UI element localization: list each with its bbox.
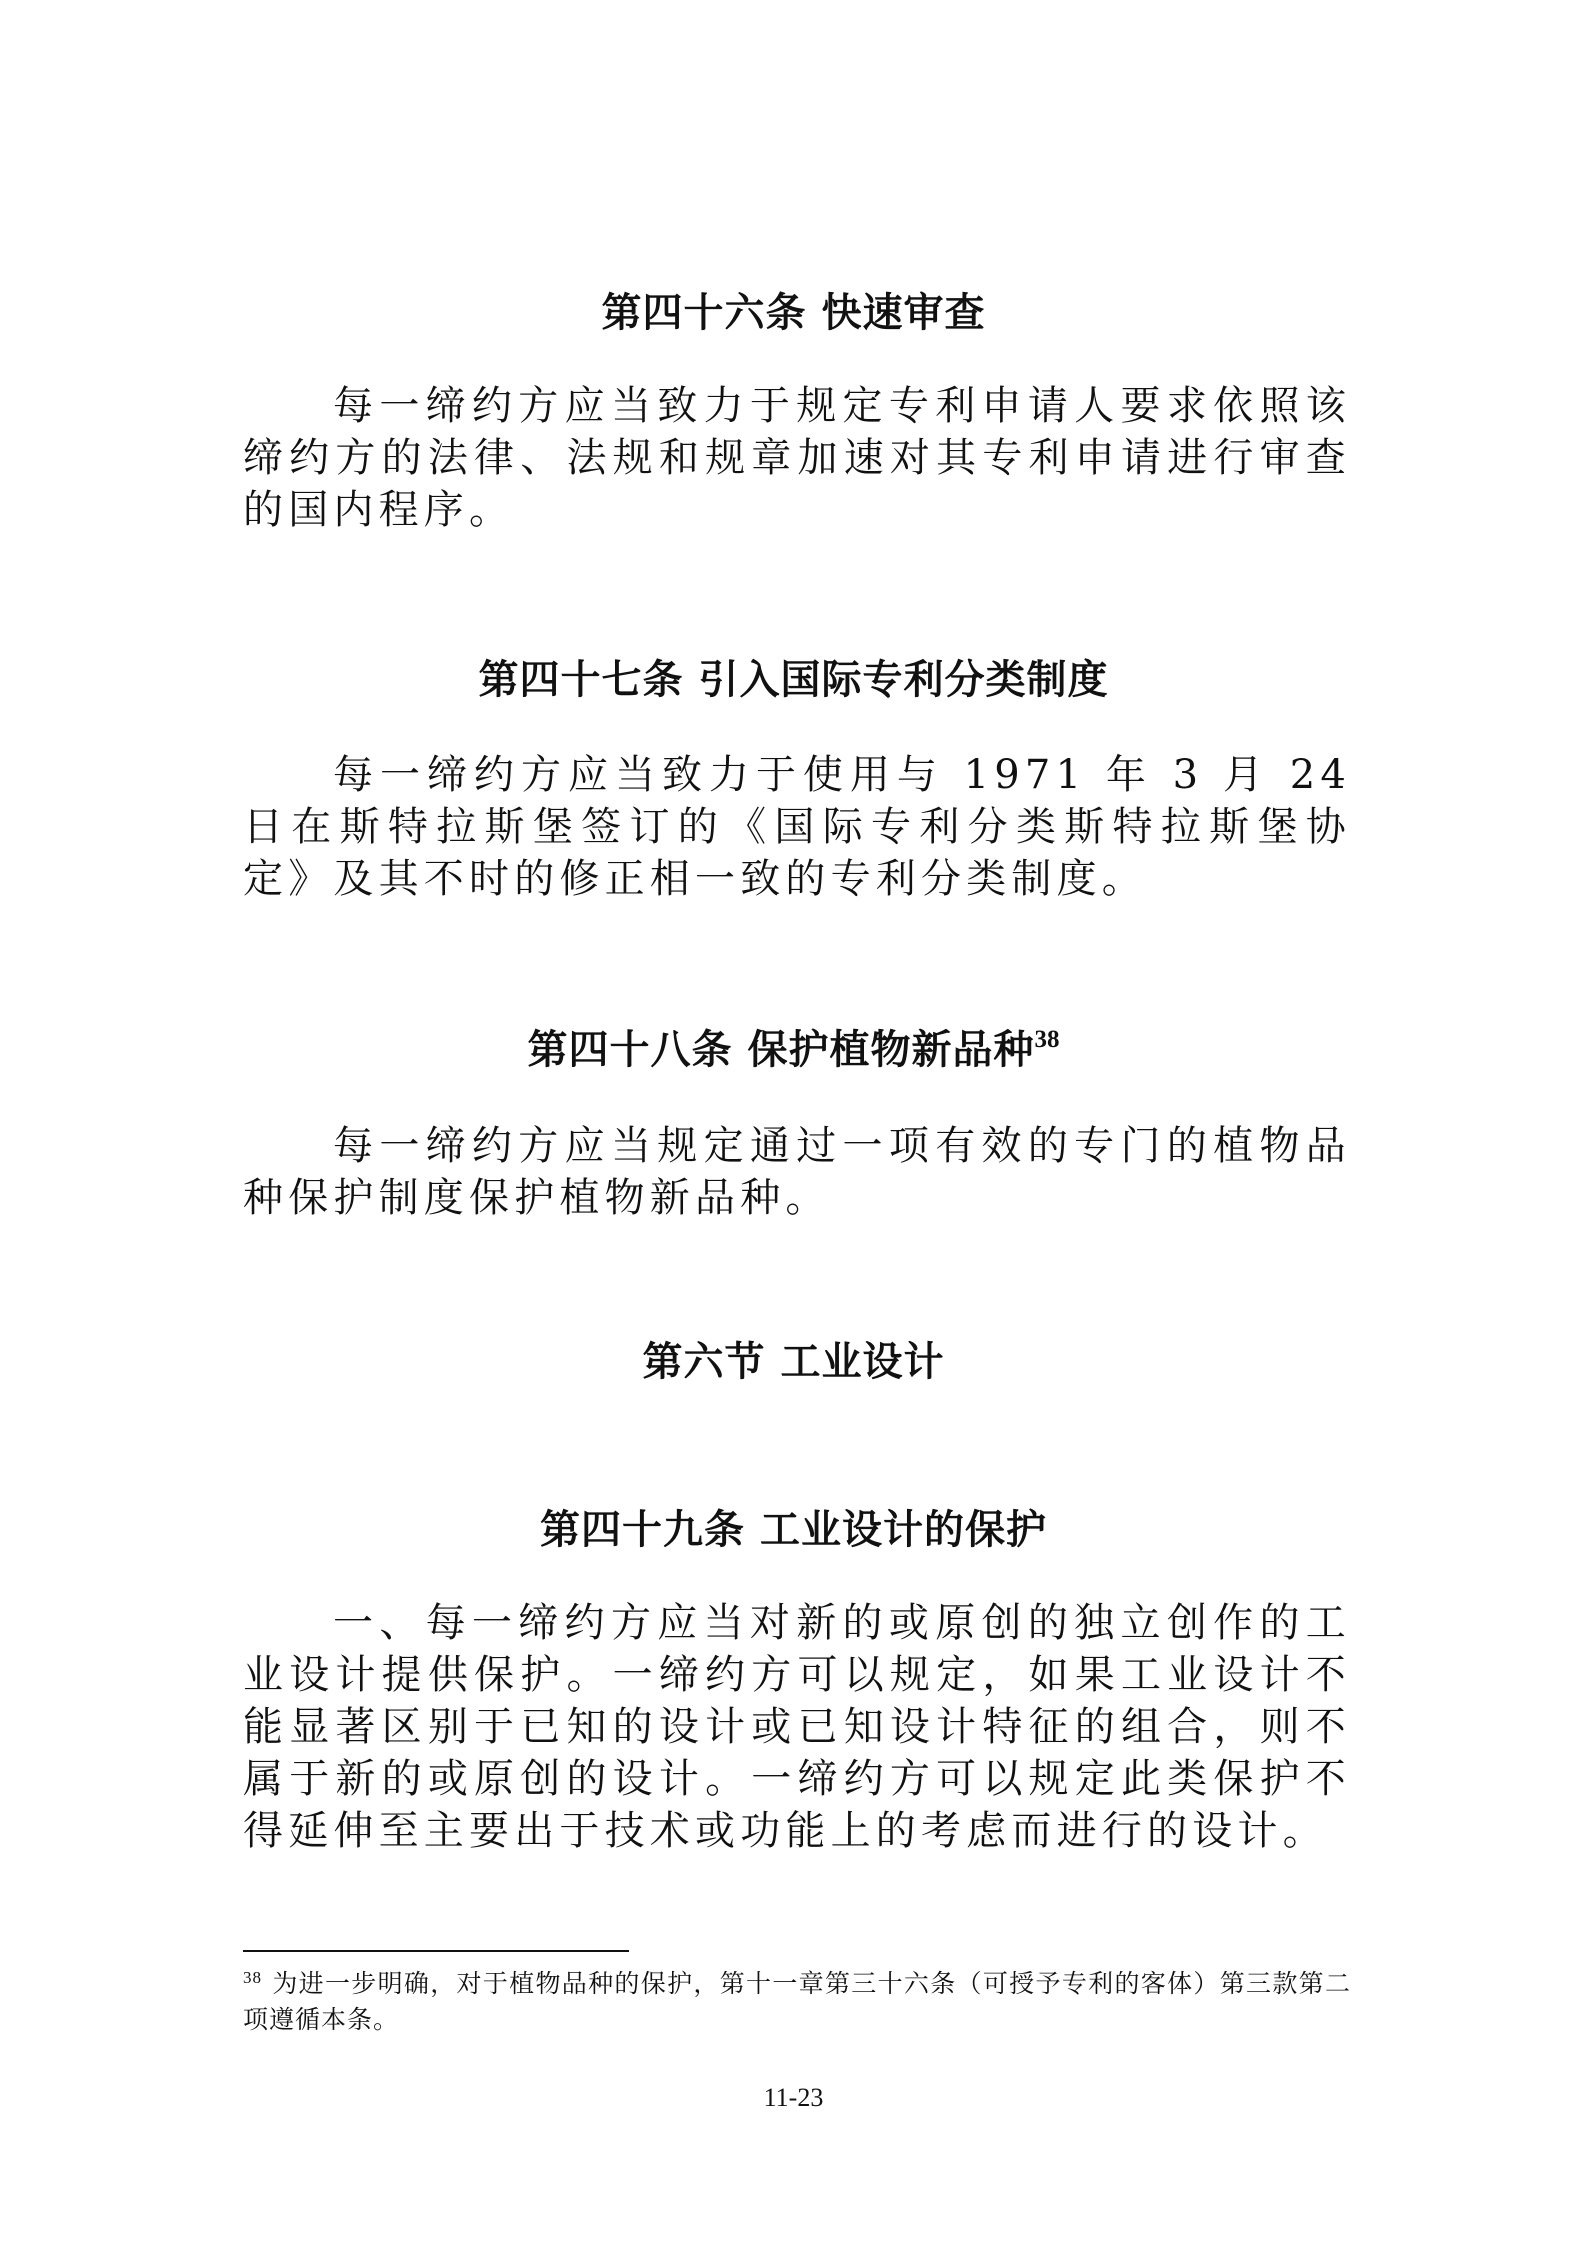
section-6-heading: 第六节 工业设计 [642, 1339, 945, 1385]
article-46-heading: 第四十六条 快速审查 [601, 290, 986, 336]
article-47-paragraph: 每一缔约方应当致力于使用与 1971 年 3 月 24 日在斯特拉斯堡签订的《国际专利分类斯特拉斯堡协定》及其不时的修正相一致的专利分类制度。 [243, 752, 1351, 902]
article-48-paragraph: 每一缔约方应当规定通过一项有效的专门的植物品种保护制度保护植物新品种。 [243, 1123, 1351, 1221]
article-46-paragraph: 每一缔约方应当致力于规定专利申请人要求依照该缔约方的法律、法规和规章加速对其专利申请进行审查的国内程序。 [243, 383, 1351, 533]
article-49-heading: 第四十九条 工业设计的保护 [540, 1507, 1047, 1553]
article-48-heading-text: 第四十八条 保护植物新品种 [527, 1027, 1035, 1073]
footnote-text: 为进一步明确，对于植物品种的保护，第十一章第三十六条（可授予专利的客体）第三款第二项遵循本条。 [243, 1969, 1351, 2034]
footnote-reference-38[interactable]: 38 [1034, 1026, 1060, 1053]
article-49-paragraph: 一、每一缔约方应当对新的或原创的独立创作的工业设计提供保护。一缔约方可以规定，如果工业设计不能显著区别于已知的设计或已知设计特征的组合，则不属于新的或原创的设计。一缔约方可以规定此类保护不得延伸至主要出于技术或功能上的考虑而进行的设计。 [243, 1600, 1351, 1854]
footnote-number: 38 [243, 1968, 262, 1987]
footnote-divider [243, 1950, 629, 1952]
article-48-heading [0, 1024, 1587, 1076]
page-number: 11-23 [763, 2083, 824, 2112]
footnote-38 [243, 1966, 1351, 2038]
article-47-heading: 第四十七条 引入国际专利分类制度 [478, 657, 1109, 703]
